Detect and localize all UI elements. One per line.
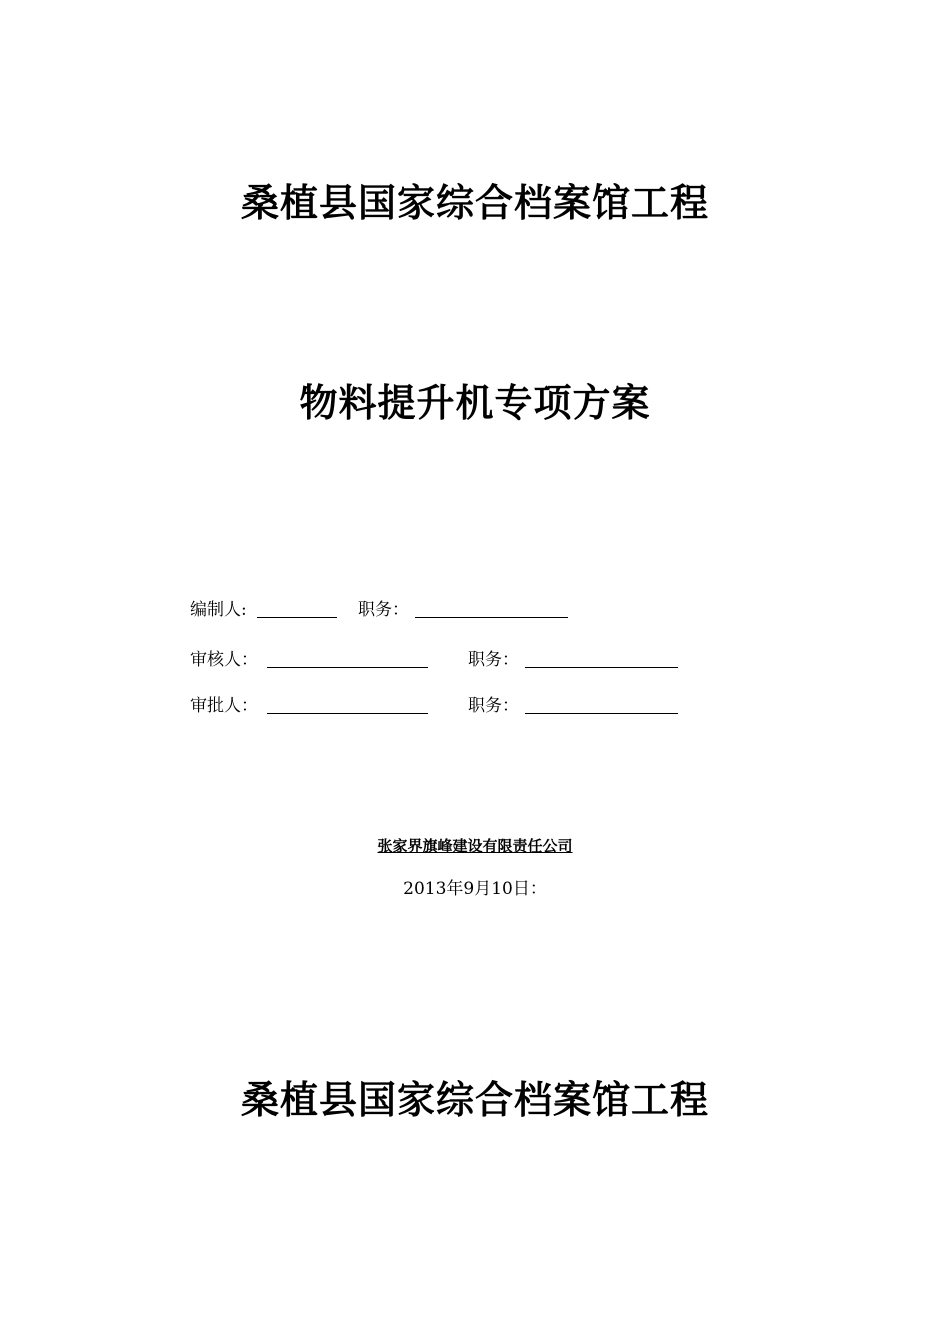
document-date: 2013年9月10日： (403, 879, 547, 899)
preparer-position-label: 职务： (358, 600, 409, 620)
document-title: 桑植县国家综合档案馆工程 (240, 181, 709, 225)
reviewer-blank-line (267, 667, 428, 668)
reviewer-position-blank-line (525, 667, 678, 668)
approver-position-blank-line (525, 713, 678, 714)
approver-label: 审批人： (190, 696, 258, 716)
approver-blank-line (267, 713, 428, 714)
reviewer-position-label: 职务： (468, 650, 519, 670)
approver-position-label: 职务： (468, 696, 519, 716)
document-title-repeated: 桑植县国家综合档案馆工程 (240, 1078, 709, 1122)
company-name (0, 835, 950, 857)
preparer-label: 编制人: (190, 600, 247, 620)
company-name-text: 张家界旗峰建设有限责任公司 (377, 837, 573, 855)
preparer-blank-line (257, 617, 337, 618)
document-subtitle: 物料提升机专项方案 (299, 381, 651, 425)
preparer-position-blank-line (415, 617, 568, 618)
reviewer-label: 审核人： (190, 650, 258, 670)
